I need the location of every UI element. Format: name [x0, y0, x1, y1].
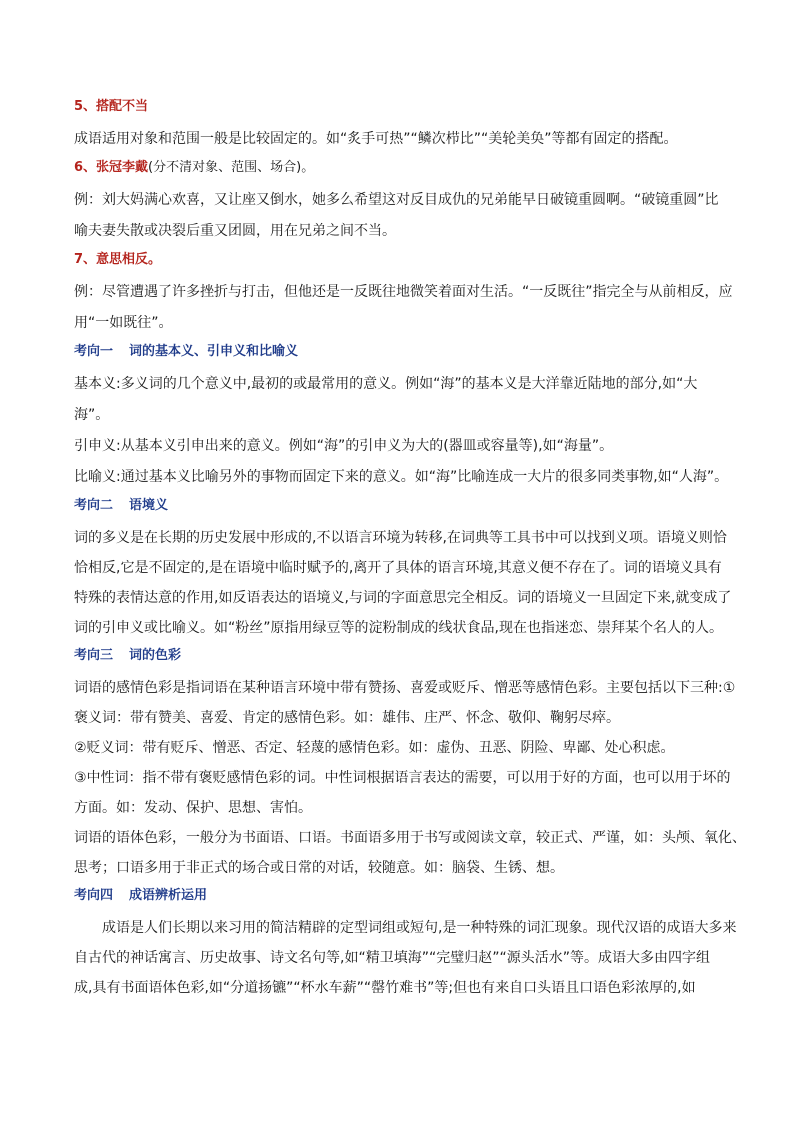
section-7-line-1: 例：尽管遭遇了许多挫折与打击，但他还是一反既往地微笑着面对生活。“一反既往”指完全与从前相反，应: [74, 284, 733, 300]
kaoxiang-1-title: 词的基本义、引申义和比喻义: [129, 344, 299, 359]
kaoxiang-3-heading: [74, 645, 746, 667]
kaoxiang-1-p1-line-2: 海”。: [74, 407, 110, 423]
section-6-line-1: 例：刘大妈满心欢喜，又让座又倒水，她多么希望这对反目成仇的兄弟能早日破镜重圆啊。“破镜重圆”比: [74, 192, 719, 208]
kaoxiang-2-title: 语境义: [129, 498, 169, 513]
kaoxiang-3-line-1: 词语的感情色彩是指词语在某种语言环境中带有赞扬、喜爱或贬斥、憎恶等感情色彩。主要包括以下三种:①: [74, 680, 736, 696]
kaoxiang-4-line-3: 成,具有书面语体色彩,如“分道扬镳”“杯水车薪”“罄竹难书”等;但也有来自口头语且口语色彩浓厚的,如: [74, 980, 696, 996]
section-heading-6-title: 6、张冠李戴: [74, 160, 149, 175]
kaoxiang-2-heading: [74, 495, 746, 517]
kaoxiang-3-line-2: 褒义词：带有赞美、喜爱、肯定的感情色彩。如：雄伟、庄严、怀念、敬仰、鞠躬尽瘁。: [74, 710, 620, 726]
kaoxiang-3-title: 词的色彩: [129, 648, 182, 663]
kaoxiang-3-line-6: 词语的语体色彩，一般分为书面语、口语。书面语多用于书写或阅读文章，较正式、严谨，如：头颅、氧化、: [74, 830, 746, 846]
kaoxiang-1-p2: 引申义:从基本义引申出来的意义。例如“海”的引申义为大的(器皿或容量等),如“海量”。: [74, 438, 614, 454]
section-heading-5: 5、搭配不当: [74, 99, 149, 114]
section-7-line-2: 用“一如既往”。: [74, 315, 173, 331]
section-heading-6-note: (分不清对象、范围、场合)。: [148, 160, 315, 175]
kaoxiang-3-line-7: 思考；口语多用于非正式的场合或日常的对话，较随意。如：脑袋、生锈、想。: [74, 860, 564, 876]
section-6-line-2: 喻夫妻失散或决裂后重又团圆，用在兄弟之间不当。: [74, 223, 396, 239]
kaoxiang-4-label: 考向四: [74, 888, 114, 903]
section-heading-7: 7、意思相反。: [74, 252, 162, 267]
kaoxiang-4-line-2: 自古代的神话寓言、历史故事、诗文名句等,如“精卫填海”“完璧归赵”“源头活水”等。成语大多由四字组: [74, 950, 710, 966]
kaoxiang-3-line-4: ③中性词：指不带有褒贬感情色彩的词。中性词根据语言表达的需要，可以用于好的方面，也可以用于坏的: [74, 770, 731, 786]
kaoxiang-4-line-1: 成语是人们长期以来习用的简洁精辟的定型词组或短句,是一种特殊的词汇现象。现代汉语的成语大多来: [102, 920, 737, 936]
kaoxiang-2-label: 考向二: [74, 498, 114, 513]
document-page: [74, 96, 746, 1003]
section-5-paragraph: 成语适用对象和范围一般是比较固定的。如“炙手可热”“鳞次栉比”“美轮美奂”等都有固定的搭配。: [74, 131, 678, 147]
kaoxiang-1-label: 考向一: [74, 344, 114, 359]
kaoxiang-1-heading: [74, 341, 746, 363]
kaoxiang-3-line-3: ②贬义词：带有贬斥、憎恶、否定、轻蔑的感情色彩。如：虚伪、丑恶、阴险、卑鄙、处心积虑。: [74, 740, 675, 756]
kaoxiang-2-line-2: 恰相反,它是不固定的,是在语境中临时赋予的,离开了具体的语言环境,其意义便不存在了。词的语境义具有: [74, 560, 722, 576]
kaoxiang-1-p1-line-1: 基本义:多义词的几个意义中,最初的或最常用的意义。例如“海”的基本义是大洋靠近陆地的部分,如“大: [74, 376, 698, 392]
kaoxiang-4-title: 成语辨析运用: [129, 888, 208, 903]
kaoxiang-2-line-4: 词的引申义或比喻义。如“粉丝”原指用绿豆等的淀粉制成的线状食品,现在也指迷恋、崇拜某个名人的人。: [74, 620, 723, 636]
kaoxiang-2-line-3: 特殊的表情达意的作用,如反语表达的语境义,与词的字面意思完全相反。词的语境义一旦固定下来,就变成了: [74, 590, 732, 606]
section-heading-6: [74, 157, 746, 179]
kaoxiang-1-p3: 比喻义:通过基本义比喻另外的事物而固定下来的意义。如“海”比喻连成一大片的很多同类事物,如“人海”。: [74, 469, 729, 485]
kaoxiang-3-label: 考向三: [74, 648, 114, 663]
kaoxiang-3-line-5: 方面。如：发动、保护、思想、害怕。: [74, 800, 312, 816]
kaoxiang-2-line-1: 词的多义是在长期的历史发展中形成的,不以语言环境为转移,在词典等工具书中可以找到义项。语境义则恰: [74, 530, 727, 546]
kaoxiang-4-heading: [74, 885, 746, 907]
